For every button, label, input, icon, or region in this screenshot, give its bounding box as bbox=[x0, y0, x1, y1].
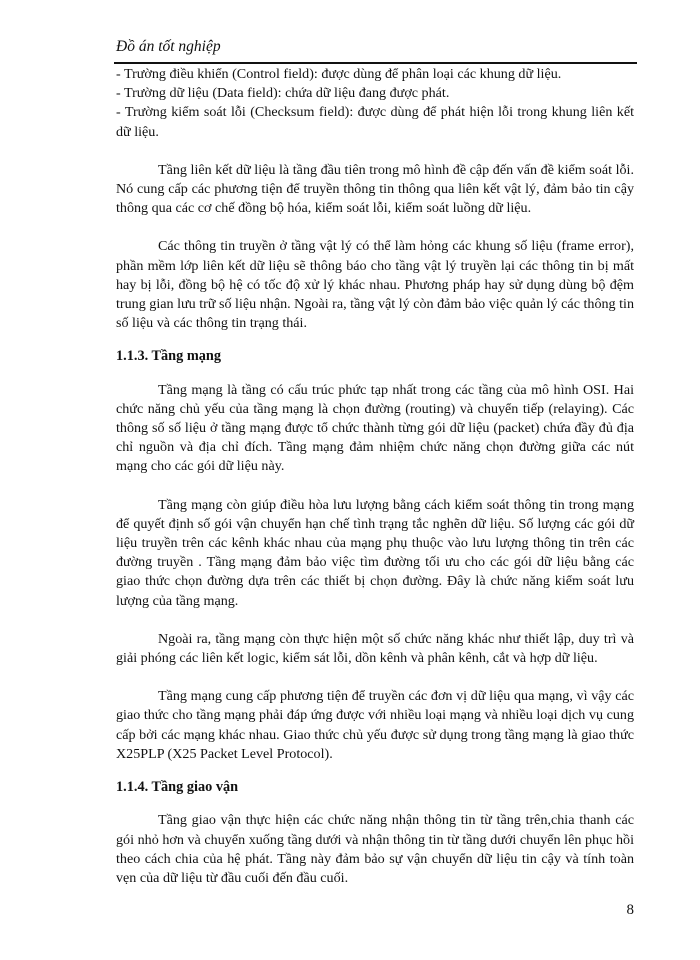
bullet-control-field: - Trường điều khiển (Control field): được dùng để phân loại các khung dữ liệu. bbox=[116, 66, 562, 82]
paragraph: Tầng giao vận thực hiện các chức năng nhận thông tin từ tầng trên,chia thanh các gói nhỏ hơn và chuyển xuống tầng dưới và nhận thông tin từ tầng dưới chuyển lên phục hồi theo cách chia của hệ phát. Tầng này đảm bảo sự vận chuyển dữ liệu tin cậy và tính toàn vẹn của dữ liệu từ đầu cuối đến đầu cuối. bbox=[116, 812, 634, 886]
header-divider bbox=[114, 62, 637, 64]
paragraph: Các thông tin truyền ở tầng vật lý có thể làm hỏng các khung số liệu (frame error), phần mềm lớp liên kết dữ liệu sẽ thông báo cho tầng vật lý truyền lại các thông tin bị mất hay bị lỗi, đồng bộ hệ có tốc độ xử lý khác nhau. Phương pháp hay sử dụng dùng bộ đệm trung gian lưu trữ số liệu nhận. Ngoài ra, tầng vật lý còn đảm bảo việc quản lý các thông tin số liệu và các thông tin trạng thái. bbox=[116, 238, 634, 332]
section-heading-network-layer: 1.1.3. Tầng mạng bbox=[116, 348, 221, 365]
running-header: Đồ án tốt nghiệp bbox=[116, 38, 221, 55]
page-body bbox=[116, 65, 634, 888]
bullet-data-field: - Trường dữ liệu (Data field): chứa dữ liệu đang được phát. bbox=[116, 85, 450, 102]
paragraph: Tầng liên kết dữ liệu là tầng đầu tiên trong mô hình đề cập đến vấn đề kiểm soát lỗi. Nó cung cấp các phương tiện để truyền thông tin thông qua liên kết vật lý, đảm bảo tin cậy thông qua các cơ chế đồng bộ hóa, kiểm soát lỗi, kiểm soát luồng dữ liệu. bbox=[116, 161, 634, 217]
bullet-checksum-field: - Trường kiểm soát lỗi (Checksum field): được dùng để phát hiện lỗi trong khung liên kết dữ liệu. bbox=[116, 104, 634, 140]
paragraph: Ngoài ra, tầng mạng còn thực hiện một số chức năng khác như thiết lập, duy trì và giải phóng các liên kết logic, kiểm sát lỗi, dồn kênh và phân kênh, cắt và hợp dữ liệu. bbox=[116, 630, 634, 667]
section-heading-transport-layer: 1.1.4. Tầng giao vận bbox=[116, 779, 239, 796]
paragraph: Tầng mạng cung cấp phương tiện để truyền các đơn vị dữ liệu qua mạng, vì vậy các giao thức cho tầng mạng phải đáp ứng được với nhiều loại mạng và nhiều loại dịch vụ cung cấp bởi các mạng khác nhau. Giao thức chủ yếu được sử dụng trong tầng mạng là giao thức X25PLP (X25 Packet Level Protocol). bbox=[116, 688, 634, 762]
paragraph: Tầng mạng còn giúp điều hòa lưu lượng bằng cách kiểm soát thông tin trong mạng để quyết định số gói vận chuyển hạn chế tình trạng tắc nghẽn dữ liệu. Số lượng các gói dữ liệu truyền trên các kênh khác nhau của mạng phụ thuộc vào lưu lượng thông tin trên các đường truyền . Tầng mạng đảm bảo việc tìm đường tối ưu cho các gói dữ liệu bằng các giao thức chọn đường dựa trên các thiết bị chọn đường. Đây là chức năng kiểm soát lưu lượng của tầng mạng. bbox=[116, 496, 634, 609]
page-number: 8 bbox=[626, 902, 634, 918]
paragraph: Tầng mạng là tầng có cấu trúc phức tạp nhất trong các tầng của mô hình OSI. Hai chức năng chủ yếu của tầng mạng là chọn đường (routing) và chuyển tiếp (relaying). Các thông số số liệu ở tầng mạng được tổ chức thành từng gói dữ liệu (packet) chứa đầy đủ địa chỉ nguồn và địa chỉ đích. Tầng mạng đảm nhiệm chức năng chọn đường giữa các nút mạng cho các gói dữ liệu này. bbox=[116, 381, 634, 475]
